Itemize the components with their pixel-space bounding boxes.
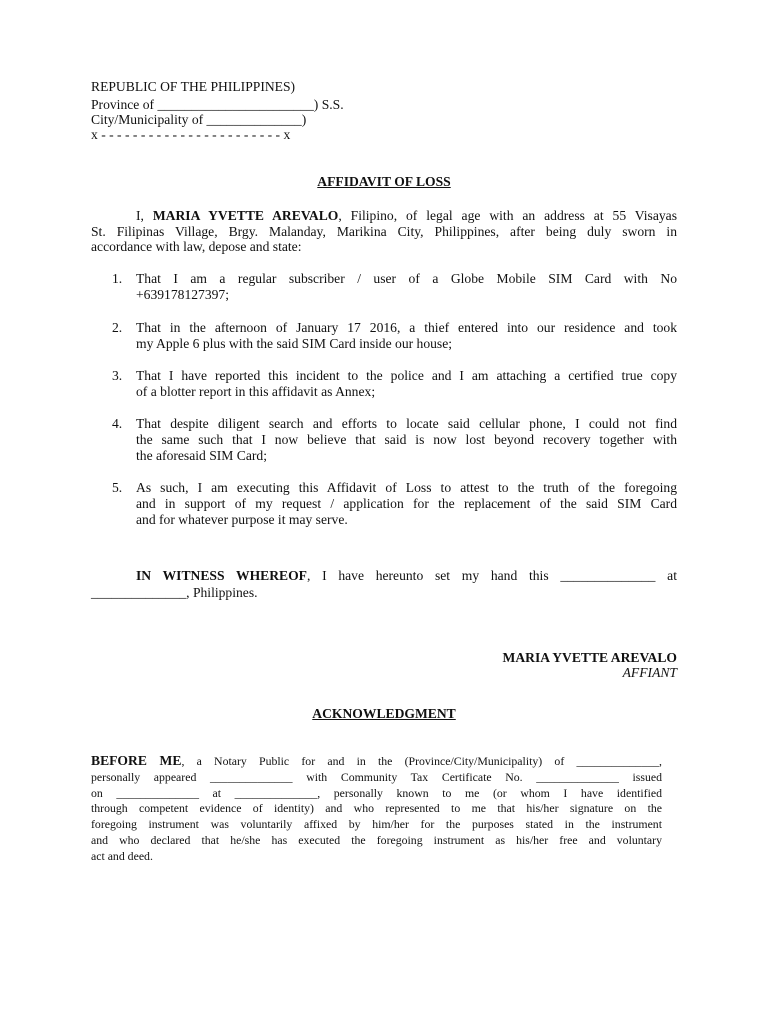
item-4-line-2: the same such that I now believe that said is now lost beyond recovery together with bbox=[136, 432, 677, 448]
affiant-name-inline: MARIA YVETTE AREVALO bbox=[152, 208, 339, 223]
witness-line-1: IN WITNESS WHEREOF, I have hereunto set my hand this ______________ at bbox=[136, 568, 677, 583]
intro-line-2: St. Filipinas Village, Brgy. Malanday, Marikina City, Philippines, after being duly sworn in bbox=[91, 224, 677, 239]
header-republic: REPUBLIC OF THE PHILIPPINES) bbox=[91, 79, 296, 94]
item-1 bbox=[136, 271, 677, 303]
intro-line-3: accordance with law, depose and state: bbox=[91, 239, 302, 254]
witness-line-2: ______________, Philippines. bbox=[91, 585, 258, 600]
item-4-line-3: the aforesaid SIM Card; bbox=[136, 448, 267, 464]
ack-line-7: act and deed. bbox=[91, 848, 153, 863]
ack-line-2: personally appeared ______________ with Community Tax Certificate No. ______________ issued bbox=[91, 769, 662, 784]
item-3-line-1: That I have reported this incident to the police and I am attaching a certified true copy bbox=[136, 368, 677, 383]
affiant-name: MARIA YVETTE AREVALO bbox=[502, 650, 677, 665]
ack-line-3: on ______________ at ______________, personally known to me (or whom I have identified bbox=[91, 785, 662, 800]
item-5-line-2: and in support of my request / application for the replacement of the said SIM Card bbox=[136, 496, 677, 512]
ack-line-5: foregoing instrument was voluntarily affixed by him/her for the purposes stated in the instrument bbox=[91, 817, 662, 832]
document-title: AFFIDAVIT OF LOSS bbox=[317, 174, 451, 189]
acknowledgment-title: ACKNOWLEDGMENT bbox=[312, 706, 456, 721]
header-separator: x - - - - - - - - - - - - - - - - - - - - - - - x bbox=[91, 127, 291, 142]
ack-heading: BEFORE ME bbox=[91, 753, 182, 768]
item-1-line-2: +639178127397; bbox=[136, 287, 230, 303]
acknowledgment-paragraph bbox=[91, 753, 662, 865]
item-2-line-2: my Apple 6 plus with the said SIM Card inside our house; bbox=[136, 336, 453, 352]
ack-line-6: and who declared that he/she has executed the foregoing instrument as his/her free and voluntary bbox=[91, 832, 662, 847]
item-5 bbox=[136, 480, 677, 529]
item-3-number: 3. bbox=[112, 368, 123, 383]
ack-line-1: BEFORE ME, a Notary Public for and in the (Province/City/Municipality) of ______________, bbox=[91, 753, 662, 768]
item-1-line-1: That I am a regular subscriber / user of a Globe Mobile SIM Card with No bbox=[136, 271, 677, 286]
affiant-label: AFFIANT bbox=[622, 665, 677, 680]
item-2-number: 2. bbox=[112, 320, 123, 335]
item-3-line-2: of a blotter report in this affidavit as Annex; bbox=[136, 384, 376, 400]
header-province: Province of _______________________) S.S. bbox=[91, 97, 344, 112]
item-5-line-1: As such, I am executing this Affidavit of Loss to attest to the truth of the foregoing bbox=[136, 480, 677, 495]
item-4 bbox=[136, 416, 677, 465]
header-city: City/Municipality of ______________) bbox=[91, 112, 307, 127]
item-5-line-3: and for whatever purpose it may serve. bbox=[136, 512, 348, 528]
item-3 bbox=[136, 368, 677, 400]
witness-heading: IN WITNESS WHEREOF bbox=[136, 568, 307, 583]
ack-line-4: through competent evidence of identity) and who represented to me that his/her signature on the bbox=[91, 801, 662, 816]
item-2 bbox=[136, 320, 677, 352]
item-4-number: 4. bbox=[112, 416, 123, 431]
item-2-line-1: That in the afternoon of January 17 2016, a thief entered into our residence and took bbox=[136, 320, 677, 335]
item-5-number: 5. bbox=[112, 480, 123, 495]
item-4-line-1: That despite diligent search and efforts to locate said cellular phone, I could not find bbox=[136, 416, 677, 431]
intro-line-1: I, MARIA YVETTE AREVALO, Filipino, of legal age with an address at 55 Visayas bbox=[136, 208, 677, 223]
item-1-number: 1. bbox=[112, 271, 123, 286]
